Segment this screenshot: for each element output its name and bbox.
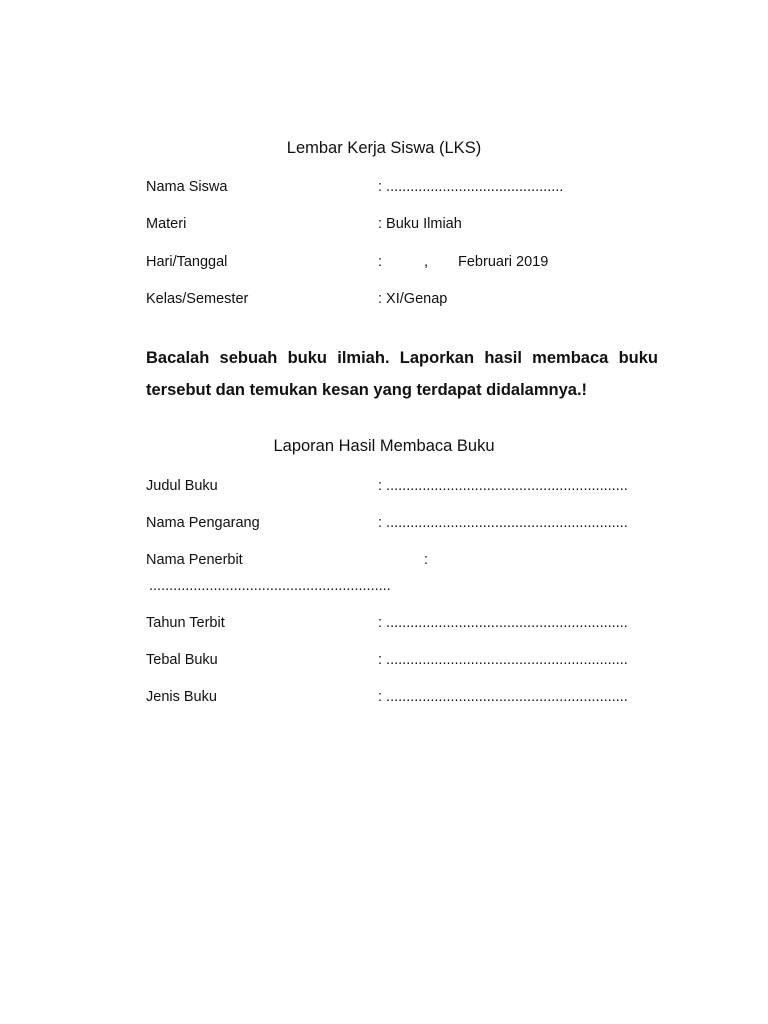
field-judul-buku: [146, 476, 666, 496]
instruction-text: Bacalah sebuah buku ilmiah. Laporkan hasil membaca buku tersebut dan temukan kesan yang terdapat didalamnya.!: [146, 349, 658, 399]
field-label: Kelas/Semester: [146, 291, 249, 307]
field-value: : ............................................................: [378, 515, 628, 531]
field-tahun-terbit: [146, 613, 666, 633]
field-label: Tahun Terbit: [146, 615, 225, 631]
field-value: : Buku Ilmiah: [378, 216, 462, 232]
field-label: Nama Pengarang: [146, 515, 260, 531]
field-jenis-buku: [146, 687, 666, 707]
field-materi: [146, 214, 666, 234]
worksheet-title: Lembar Kerja Siswa (LKS): [286, 139, 482, 157]
field-label: Nama Penerbit: [146, 552, 243, 568]
field-nama-pengarang: [146, 513, 666, 533]
field-nama-penerbit: [146, 550, 666, 570]
field-value: : ............................................................: [378, 478, 628, 494]
field-value: : ............................................................: [378, 615, 628, 631]
date-colon: :: [378, 254, 383, 270]
field-label: Nama Siswa: [146, 179, 228, 195]
field-label: Judul Buku: [146, 478, 218, 494]
field-nama-siswa: [146, 177, 666, 197]
field-kelas-semester: [146, 289, 666, 309]
field-value: : ............................................: [378, 179, 564, 195]
field-value-continuation: ............................................................: [149, 578, 391, 594]
field-hari-tanggal: [146, 252, 666, 272]
field-value: :: [424, 552, 429, 568]
field-value: : XI/Genap: [378, 291, 448, 307]
field-label: Materi: [146, 216, 187, 232]
field-label: Jenis Buku: [146, 689, 217, 705]
date-comma: ,: [424, 254, 429, 270]
field-label: Hari/Tanggal: [146, 254, 228, 270]
report-title: Laporan Hasil Membaca Buku: [273, 437, 495, 455]
field-tebal-buku: [146, 650, 666, 670]
field-value: : ............................................................: [378, 652, 628, 668]
field-value: : ............................................................: [378, 689, 628, 705]
field-label: Tebal Buku: [146, 652, 218, 668]
date-month-year: Februari 2019: [458, 254, 549, 270]
